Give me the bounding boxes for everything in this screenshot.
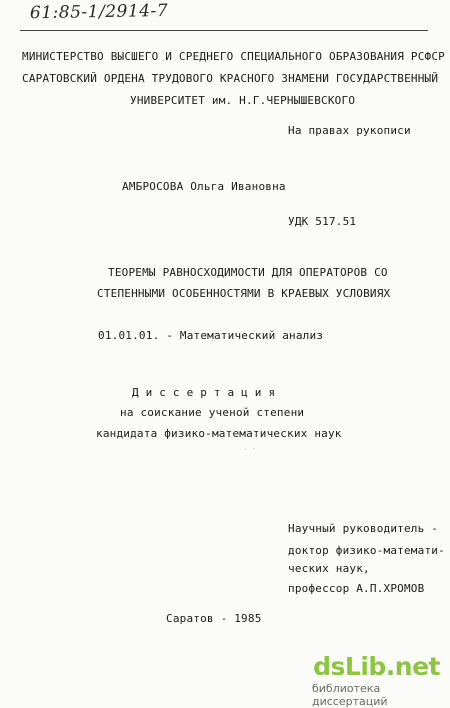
thesis-title-line-2: СТЕПЕННЫМИ ОСОБЕННОСТЯМИ В КРАЕВЫХ УСЛОВИЯХ [97, 287, 391, 300]
handwritten-catalog-code [30, 1, 180, 30]
faint-stamp-mark [243, 439, 324, 465]
supervisor-line-1: Научный руководитель - [288, 522, 439, 535]
author-name: АМБРОСОВА Ольга Ивановна [122, 180, 286, 193]
institution-line-2: САРАТОВСКИЙ ОРДЕНА ТРУДОВОГО КРАСНОГО ЗНАМЕНИ ГОСУДАРСТВЕННЫЙ [22, 72, 439, 85]
institution-line-1: МИНИСТЕРСТВО ВЫСШЕГО И СРЕДНЕГО СПЕЦИАЛЬНОГО ОБРАЗОВАНИЯ РСФСР [22, 50, 445, 63]
dissertation-heading: Д и с с е р т а ц и я [132, 386, 276, 399]
supervisor-line-3: ческих наук, [288, 562, 370, 575]
institution-line-3: УНИВЕРСИТЕТ им. Н.Г.ЧЕРНЫШЕВСКОГО [130, 94, 356, 107]
dissertation-degree-line: на соискание ученой степени [120, 406, 305, 419]
city-year: Саратов - 1985 [166, 612, 262, 625]
faint-stamp-text: · · [243, 443, 257, 456]
rights-note: На правах рукописи [288, 124, 411, 137]
logo-brand: dsLib.net [313, 652, 440, 681]
dslib-logo[interactable] [312, 652, 448, 708]
dissertation-field-line: кандидата физико-математических наук [96, 427, 342, 440]
supervisor-line-4: профессор А.П.ХРОМОВ [288, 582, 425, 595]
logo-tagline: библиотека диссертаций [312, 682, 388, 708]
supervisor-line-2: доктор физико-математи- [288, 544, 445, 557]
handwritten-code-text: 61:85-1/2914-7 [29, 0, 169, 24]
thesis-title-line-1: ТЕОРЕМЫ РАВНОСХОДИМОСТИ ДЛЯ ОПЕРАТОРОВ СО [108, 266, 388, 279]
specialty-code: 01.01.01. - Математический анализ [98, 329, 324, 342]
udk-code: УДК 517.51 [288, 215, 357, 228]
top-divider [20, 30, 428, 31]
